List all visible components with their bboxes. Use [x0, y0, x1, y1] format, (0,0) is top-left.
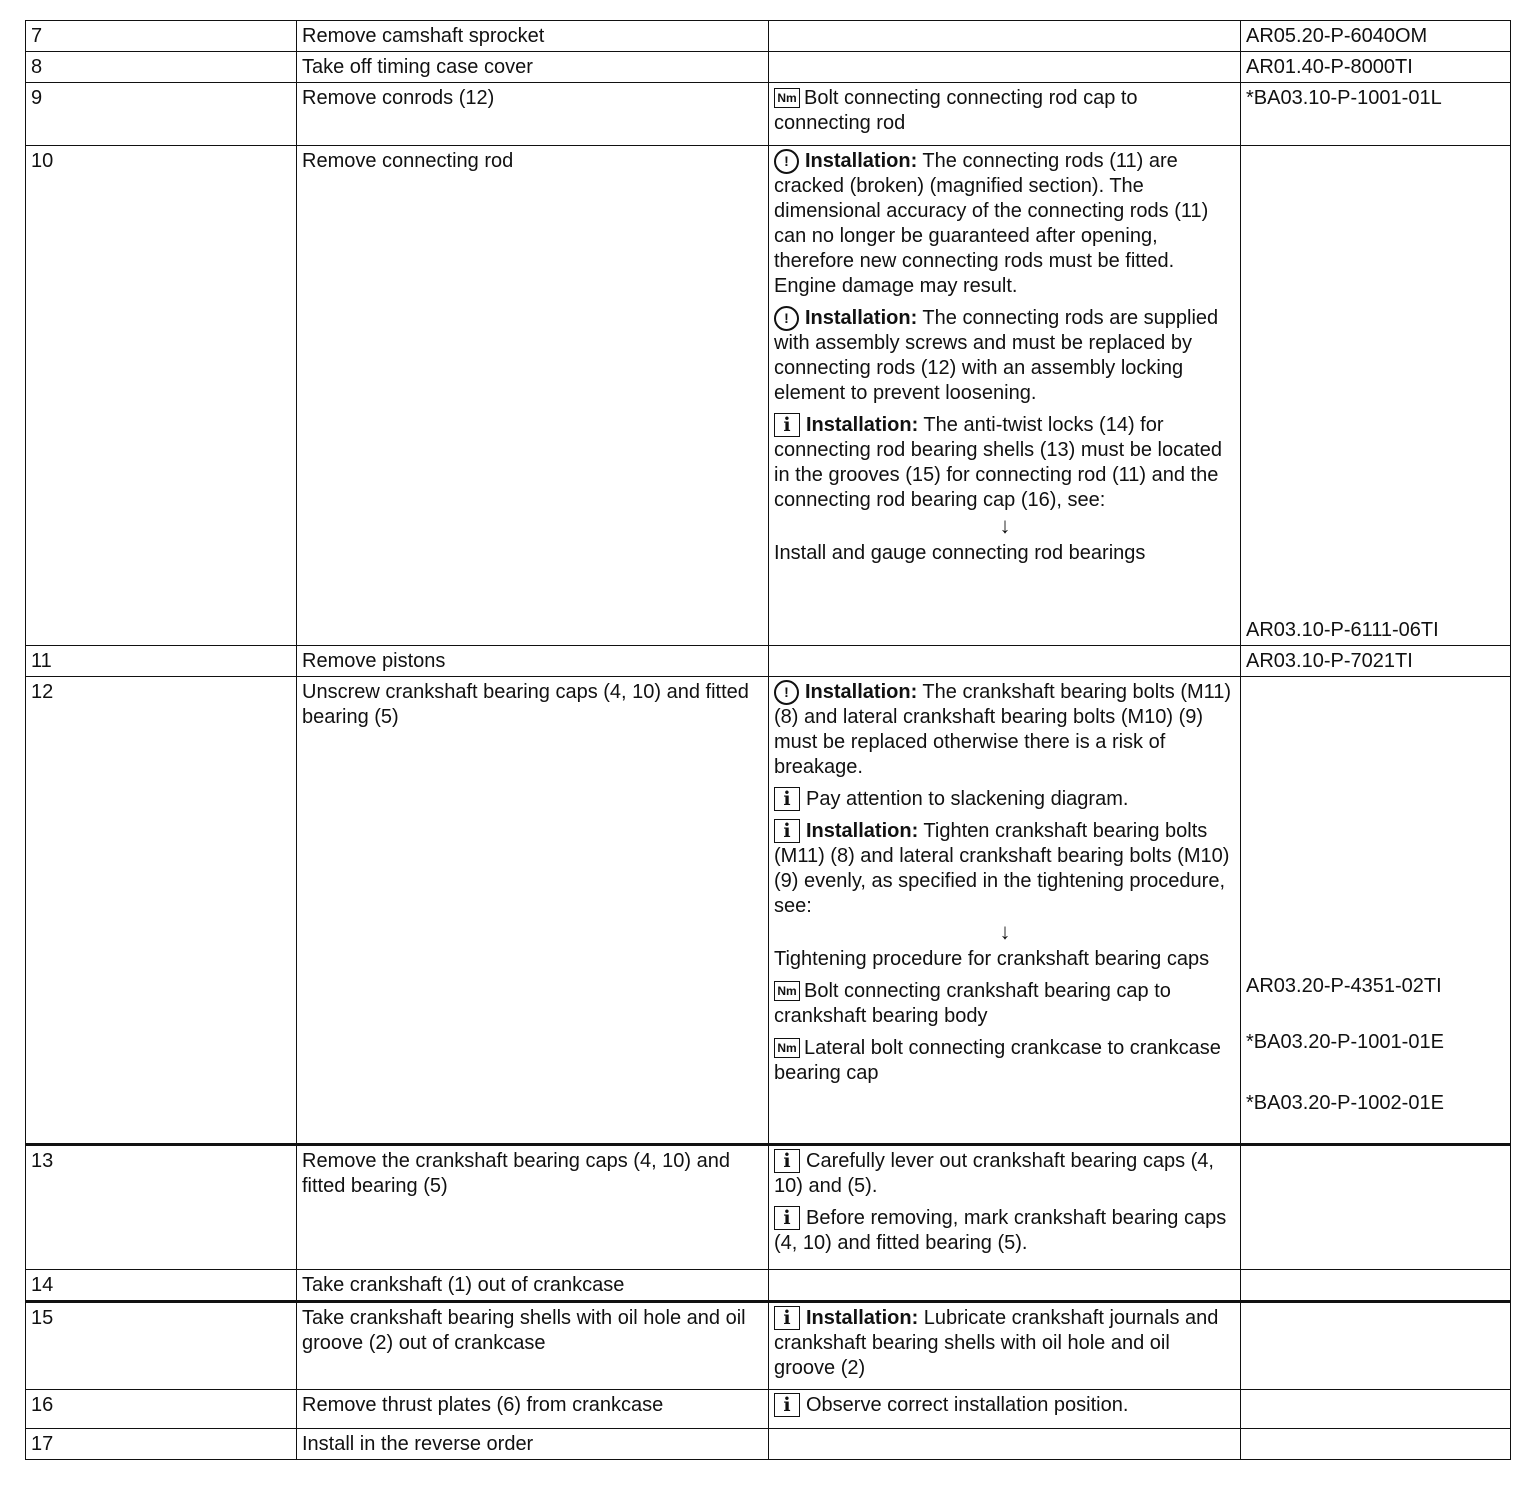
warning-note [774, 306, 1236, 406]
note-text: Carefully lever out crankshaft bearing caps (4, 10) and (5). [774, 1150, 1214, 1197]
step-notes [769, 1429, 1241, 1460]
info-note [774, 1393, 1236, 1418]
step-action: Install in the reverse order [297, 1429, 769, 1460]
note-label: Installation: [805, 681, 918, 703]
step-notes [769, 146, 1241, 646]
note-text: Tighten crankshaft bearing bolts (M11) (8) and lateral crankshaft bearing bolts (M10) (9) evenly, as specified in the tightening procedure, see: [774, 820, 1230, 917]
info-icon: i [774, 787, 800, 811]
step-reference [1241, 1390, 1511, 1429]
step-reference [1241, 1270, 1511, 1302]
note-text: The connecting rods are supplied with assembly screws and must be replaced by connecting rods (12) with an assembly locking element to prevent loosening. [774, 307, 1219, 404]
spacer [1246, 680, 1506, 974]
reference-code[interactable]: AR03.10-P-6111-06TI [1246, 619, 1439, 641]
step-number: 11 [26, 646, 297, 677]
info-icon: i [774, 819, 800, 843]
torque-note [774, 1036, 1236, 1086]
step-reference [1241, 1429, 1511, 1460]
step-reference [1241, 677, 1511, 1145]
note-text: The crankshaft bearing bolts (M11) (8) and lateral crankshaft bearing bolts (M10) (9) must be replaced otherwise there is a risk of breakage. [774, 681, 1232, 778]
arrow-down-icon: ↓ [999, 513, 1011, 538]
info-icon: i [774, 413, 800, 437]
step-number: 17 [26, 1429, 297, 1460]
step-reference[interactable]: AR05.20-P-6040OM [1241, 21, 1511, 52]
step-notes [769, 21, 1241, 52]
info-note [774, 1206, 1236, 1256]
step-action: Take off timing case cover [297, 52, 769, 83]
step-notes [769, 646, 1241, 677]
note-text: Lubricate crankshaft journals and crankshaft bearing shells with oil hole and oil groove (2) [774, 1307, 1219, 1379]
note-label: Installation: [806, 1307, 919, 1329]
info-note [774, 1149, 1236, 1199]
warning-note [774, 149, 1236, 299]
step-action: Remove the crankshaft bearing caps (4, 10) and fitted bearing (5) [297, 1145, 769, 1270]
table-row [26, 21, 1511, 52]
step-action: Remove camshaft sprocket [297, 21, 769, 52]
step-number: 10 [26, 146, 297, 646]
procedure-table [25, 20, 1511, 1460]
note-text: Pay attention to slackening diagram. [806, 788, 1129, 810]
torque-icon: Nm [774, 1038, 800, 1058]
step-action: Take crankshaft (1) out of crankcase [297, 1270, 769, 1302]
torque-note [774, 979, 1236, 1029]
step-action: Take crankshaft bearing shells with oil hole and oil groove (2) out of crankcase [297, 1302, 769, 1390]
table-row [26, 646, 1511, 677]
info-icon: i [774, 1306, 800, 1330]
step-reference[interactable]: *BA03.10-P-1001-01L [1241, 83, 1511, 146]
table-row [26, 52, 1511, 83]
step-number: 14 [26, 1270, 297, 1302]
step-notes [769, 1302, 1241, 1390]
step-notes [769, 1270, 1241, 1302]
reference-link[interactable]: Install and gauge connecting rod bearings [774, 542, 1146, 564]
note-label: Installation: [805, 150, 918, 172]
step-number: 13 [26, 1145, 297, 1270]
step-number: 15 [26, 1302, 297, 1390]
note-text: The connecting rods (11) are cracked (broken) (magnified section). The dimensional accuracy of the connecting rods (11) can no longer be guaranteed after opening, therefore new connecting rods must be fitted. Engine damage may result. [774, 150, 1209, 297]
step-reference[interactable]: AR03.10-P-7021TI [1241, 646, 1511, 677]
step-action: Remove conrods (12) [297, 83, 769, 146]
warning-icon: ! [774, 149, 799, 174]
step-number: 12 [26, 677, 297, 1145]
step-reference[interactable] [1241, 146, 1511, 646]
note-text: The anti-twist locks (14) for connecting rod bearing shells (13) must be located in the grooves (15) for connecting rod (11) and the connecting rod bearing cap (16), see: [774, 414, 1223, 511]
step-action: Remove connecting rod [297, 146, 769, 646]
torque-icon: Nm [774, 88, 800, 108]
reference-code[interactable]: *BA03.20-P-1002-01E [1246, 1092, 1444, 1114]
torque-note-text: Bolt connecting crankshaft bearing cap to crankshaft bearing body [774, 980, 1171, 1027]
note-text: Before removing, mark crankshaft bearing caps (4, 10) and fitted bearing (5). [774, 1207, 1227, 1254]
step-notes [769, 1145, 1241, 1270]
table-row [26, 1390, 1511, 1429]
arrow-down-icon: ↓ [999, 919, 1011, 944]
step-action: Unscrew crankshaft bearing caps (4, 10) and fitted bearing (5) [297, 677, 769, 1145]
warning-icon: ! [774, 680, 799, 705]
reference-code[interactable]: AR03.20-P-4351-02TI [1246, 975, 1442, 997]
info-icon: i [774, 1149, 800, 1173]
reference-code[interactable]: *BA03.20-P-1001-01E [1246, 1031, 1444, 1053]
torque-icon: Nm [774, 981, 800, 1001]
reference-link[interactable]: Tightening procedure for crankshaft bearing caps [774, 948, 1210, 970]
step-number: 7 [26, 21, 297, 52]
torque-note-text: Bolt connecting connecting rod cap to connecting rod [774, 87, 1138, 134]
info-note [774, 413, 1236, 513]
info-note [774, 1306, 1236, 1381]
step-notes [769, 677, 1241, 1145]
note-text: Observe correct installation position. [806, 1394, 1129, 1416]
note-label: Installation: [805, 307, 918, 329]
torque-note [774, 86, 1236, 136]
step-notes [769, 52, 1241, 83]
table-row [26, 677, 1511, 1145]
step-number: 9 [26, 83, 297, 146]
table-row [26, 1302, 1511, 1390]
table-row [26, 1145, 1511, 1270]
torque-note-text: Lateral bolt connecting crankcase to crankcase bearing cap [774, 1037, 1221, 1084]
warning-icon: ! [774, 306, 799, 331]
table-row [26, 1270, 1511, 1302]
step-action: Remove pistons [297, 646, 769, 677]
info-icon: i [774, 1393, 800, 1417]
step-reference [1241, 1302, 1511, 1390]
info-note [774, 787, 1236, 812]
table-row [26, 83, 1511, 146]
step-reference [1241, 1145, 1511, 1270]
step-action: Remove thrust plates (6) from crankcase [297, 1390, 769, 1429]
info-note [774, 819, 1236, 919]
warning-note [774, 680, 1236, 780]
step-number: 8 [26, 52, 297, 83]
step-number: 16 [26, 1390, 297, 1429]
info-icon: i [774, 1206, 800, 1230]
step-reference[interactable]: AR01.40-P-8000TI [1241, 52, 1511, 83]
step-notes [769, 83, 1241, 146]
table-row [26, 1429, 1511, 1460]
table-row [26, 146, 1511, 646]
note-label: Installation: [806, 820, 919, 842]
step-notes [769, 1390, 1241, 1429]
note-label: Installation: [806, 414, 919, 436]
